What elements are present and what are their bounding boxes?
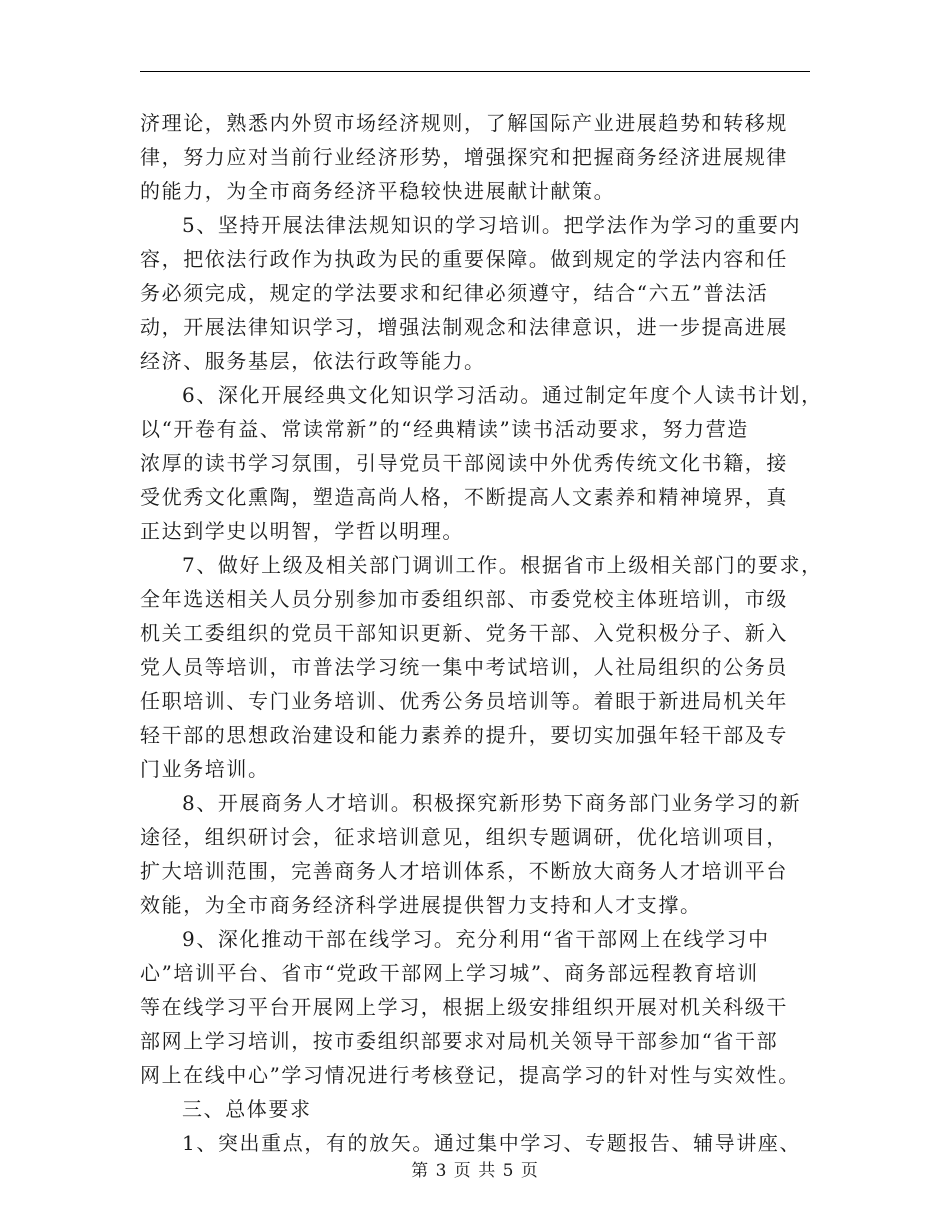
- text-line: 容，把依法行政作为执政为民的重要保障。做到规定的学法内容和任: [140, 247, 788, 271]
- text-line: 1、突出重点，有的放矢。通过集中学习、专题报告、辅导讲座、: [182, 1131, 802, 1155]
- text-line: 5、坚持开展法律法规知识的学习培训。把学法作为学习的重要内: [182, 213, 802, 237]
- header-rule: [140, 71, 810, 72]
- text-line: 三、总体要求: [182, 1097, 312, 1121]
- text-line: 心”培训平台、省市“党政干部网上学习城”、商务部远程教育培训: [140, 961, 759, 985]
- text-line: 正达到学史以明智，学哲以明理。: [140, 519, 464, 543]
- text-line: 9、深化推动干部在线学习。充分利用“省干部网上在线学习中: [182, 927, 770, 951]
- text-line: 经济、服务基层，依法行政等能力。: [140, 349, 486, 373]
- text-line: 效能，为全市商务经济科学进展提供智力支持和人才支撑。: [140, 893, 702, 917]
- text-line: 等在线学习平台开展网上学习，根据上级安排组织开展对机关科级干: [140, 995, 788, 1019]
- text-line: 8、开展商务人才培训。积极探究新形势下商务部门业务学习的新: [182, 791, 802, 815]
- body-text: [140, 106, 823, 1160]
- text-line: 动，开展法律知识学习，增强法制观念和法律意识，进一步提高进展: [140, 315, 788, 339]
- text-line: 任职培训、专门业务培训、优秀公务员培训等。着眼于新进局机关年: [140, 689, 788, 713]
- text-line: 7、做好上级及相关部门调训工作。根据省市上级相关部门的要求，: [182, 553, 823, 577]
- page-footer: 第 3 页 共 5 页: [411, 1161, 539, 1181]
- text-line: 党人员等培训，市普法学习统一集中考试培训，人社局组织的公务员: [140, 655, 788, 679]
- text-line: 机关工委组织的党员干部知识更新、党务干部、入党积极分子、新入: [140, 621, 788, 645]
- text-line: 全年选送相关人员分别参加市委组织部、市委党校主体班培训，市级: [140, 587, 788, 611]
- text-line: 律，努力应对当前行业经济形势，增强探究和把握商务经济进展规律: [140, 145, 788, 169]
- text-line: 浓厚的读书学习氛围，引导党员干部阅读中外优秀传统文化书籍，接: [140, 451, 788, 475]
- text-line: 受优秀文化熏陶，塑造高尚人格，不断提高人文素养和精神境界，真: [140, 485, 788, 509]
- text-line: 6、深化开展经典文化知识学习活动。通过制定年度个人读书计划，: [182, 383, 823, 407]
- text-line: 途径，组织研讨会，征求培训意见，组织专题调研，优化培训项目，: [140, 825, 788, 849]
- text-line: 的能力，为全市商务经济平稳较快进展献计献策。: [140, 179, 616, 203]
- text-line: 扩大培训范围，完善商务人才培训体系，不断放大商务人才培训平台: [140, 859, 788, 883]
- text-line: 部网上学习培训，按市委组织部要求对局机关领导干部参加“省干部: [140, 1029, 779, 1053]
- text-line: 务必须完成，规定的学法要求和纪律必须遵守，结合“六五”普法活: [140, 281, 769, 305]
- text-line: 济理论，熟悉内外贸市场经济规则，了解国际产业进展趋势和转移规: [140, 111, 788, 135]
- text-line: 网上在线中心”学习情况进行考核登记，提高学习的针对性与实效性。: [140, 1063, 800, 1087]
- text-line: 轻干部的思想政治建设和能力素养的提升，要切实加强年轻干部及专: [140, 723, 788, 747]
- text-line: 门业务培训。: [140, 757, 270, 781]
- text-line: 以“开卷有益、常读常新”的“经典精读”读书活动要求，努力营造: [140, 417, 749, 441]
